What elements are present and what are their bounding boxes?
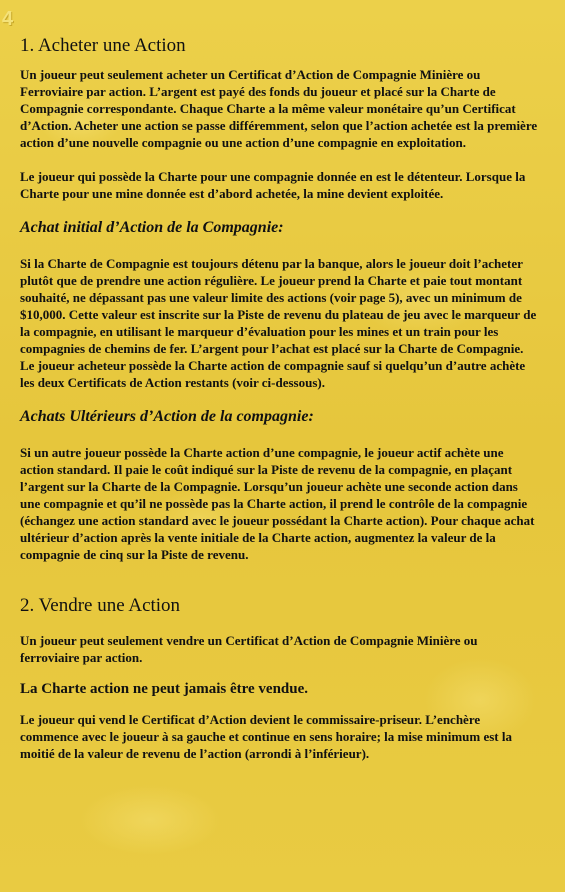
subsection-title-initial-purchase: Achat initial d’Action de la Compagnie:	[20, 219, 284, 236]
section-title-buy: 1. Acheter une Action	[20, 35, 186, 56]
section-title-sell: 2. Vendre une Action	[20, 595, 181, 616]
sell-paragraph-1: Un joueur peut seulement vendre un Certificat d’Action de Compagnie Minière ou ferroviaire par action.	[20, 633, 478, 665]
sell-rule: La Charte action ne peut jamais être vendue.	[20, 681, 309, 697]
page-number: 4	[2, 8, 14, 30]
later-purchases-text: Si un autre joueur possède la Charte action d’une compagnie, le joueur actif achète une action standard. Il paie le coût indiqué sur la Piste de revenu de la compagnie, en plaçant l’argent sur la Charte de la Compagnie. Lorsqu’un joueur achète une seconde action dans une compagnie et qu’il ne possède pas la Charte action, il prend le contrôle de la compagnie (échangez une action standard avec le joueur possédant la Charte action). Pour chaque achat ultérieur d’action après la vente initiale de la Charte action, augmentez la valeur de la compagnie de cinq sur la Piste de revenu.	[20, 445, 535, 562]
initial-purchase-text: Si la Charte de Compagnie est toujours détenu par la banque, alors le joueur doit l’acheter plutôt que de prendre une action régulière. Le joueur prend la Charte et paie tout montant souhaité, ne dépassant pas une valeur limite des actions (voir page 5), avec un minimum de $10,000. Cette valeur est inscrite sur la Piste de revenu du plateau de jeu avec le marqueur de la compagnie, en utilisant le marqueur d’évaluation pour les mines et un train pour les compagnies de chemins de fer. L’argent pour l’achat est placé sur la Charte de Compagnie. Le joueur acheteur possède la Charte action de compagnie sauf si quelqu’un d’autre achète les deux Certificats de Action restants (voir ci-dessous).	[20, 256, 537, 390]
subsection-title-later-purchases: Achats Ultérieurs d’Action de la compagnie:	[20, 408, 314, 425]
page-content	[20, 34, 540, 762]
buy-paragraph-1: Un joueur peut seulement acheter un Certificat d’Action de Compagnie Minière ou Ferroviaire par action. L’argent est payé des fonds du joueur et placé sur la Charte de Compagnie correspondante. Chaque Charte a la même valeur monétaire qu’un Certificat d’Action. Acheter une action se passe différemment, selon que l’action achetée est la première action d’une nouvelle compagnie ou une action d’une compagnie en exploitation.	[20, 67, 538, 150]
buy-paragraph-2: Le joueur qui possède la Charte pour une compagnie donnée en est le détenteur. Lorsque la Charte pour une mine donnée est d’abord achetée, la mine devient exploitée.	[20, 169, 526, 201]
sell-paragraph-2: Le joueur qui vend le Certificat d’Action devient le commissaire-priseur. L’enchère commence avec le joueur à sa gauche et continue en sens horaire; la mise minimum est la moitié de la valeur de revenu de l’action (arrondi à l’inférieur).	[20, 712, 513, 761]
